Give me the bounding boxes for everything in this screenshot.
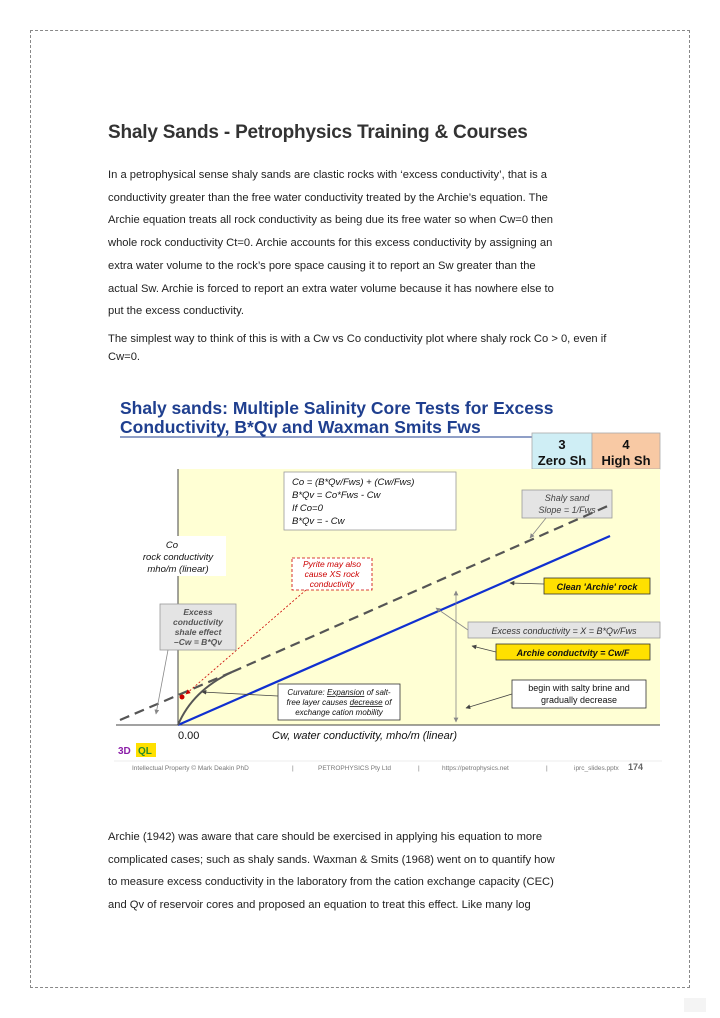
- ylabel-line1: Co: [165, 540, 179, 551]
- box3-label: Zero Sh: [537, 453, 587, 468]
- curvature-l2b: decrease: [349, 698, 383, 707]
- footer-sep: |: [546, 765, 548, 772]
- text-line: actual Sw. Archie is forced to report an extra water volume because it has nowhere else to: [108, 282, 554, 295]
- pyrite-line1: Pyrite may also: [302, 559, 362, 569]
- slide-title-line2: Conductivity, B*Qv and Waxman Smits Fws: [120, 417, 481, 437]
- excess-shale-line1: Excess: [183, 607, 213, 617]
- shaly-slope-line1: Shaly sand: [544, 493, 590, 503]
- curvature-l2c: of: [382, 698, 392, 707]
- text-line: and Qv of reservoir cores and proposed an equation to treat this effect. Like many log: [108, 899, 531, 912]
- box3-number: 3: [558, 437, 566, 452]
- ylabel-line2: rock conductivity: [142, 552, 214, 563]
- logo-ql: QL: [138, 746, 152, 757]
- ylabel-line3: mho/m (linear): [147, 564, 209, 575]
- footer-ip: Intellectual Property © Mark Deakin PhD: [132, 765, 249, 772]
- text-line: In a petrophysical sense shaly sands are clastic rocks with ‘excess conductivity’, that is a: [108, 169, 547, 181]
- excess-x-label: Excess conductivity = X = B*Qv/Fws: [491, 626, 637, 636]
- footer-file: iprc_slides.pptx: [574, 765, 619, 772]
- curvature-l1b: Expansion: [326, 688, 365, 697]
- text-line: to measure excess conductivity in the laboratory from the cation exchange capacity (CEC): [108, 876, 554, 889]
- box4-label: High Sh: [601, 453, 651, 468]
- begin-line2: gradually decrease: [540, 695, 618, 705]
- curvature-line1: [287, 688, 391, 697]
- curvature-line3: exchange cation mobility: [295, 708, 383, 717]
- paragraph-intro: [108, 164, 614, 323]
- text-line: conductivity greater than the free water conductivity treated by the Archie’s equation. The: [108, 191, 548, 204]
- origin-label: 0.00: [178, 730, 200, 742]
- footer-company: PETROPHYSICS Pty Ltd: [318, 765, 391, 772]
- footer-url: https://petrophysics.net: [442, 765, 509, 772]
- equation-1: Co = (B*Qv/Fws) + (Cw/Fws): [292, 477, 415, 488]
- excess-shale-line2: conductivity: [172, 617, 224, 627]
- slide-image: [106, 386, 670, 778]
- footer-sep: |: [418, 765, 420, 772]
- text-line: extra water volume to the rock’s pore space causing it to report an Sw greater than the: [108, 259, 536, 272]
- footer-slide-number: 174: [628, 762, 644, 772]
- slide-graphic: [106, 386, 670, 778]
- text-line: put the excess conductivity.: [108, 305, 244, 318]
- shaly-slope-line2: Slope = 1/Fws: [538, 505, 596, 515]
- page-corner-mark: [684, 998, 706, 1012]
- footer-sep: |: [292, 765, 294, 772]
- slide-title-line1: Shaly sands: Multiple Salinity Core Tests for Excess: [120, 398, 554, 418]
- excess-shale-pointer: [156, 650, 168, 714]
- excess-shale-line3: shale effect: [174, 627, 222, 637]
- curvature-l1c: of salt-: [364, 688, 391, 697]
- clean-rock-label: Clean 'Archie' rock: [556, 582, 638, 592]
- text-line: complicated cases; such as shaly sands. Waxman & Smits (1968) went on to quantify how: [108, 853, 555, 866]
- x-axis-label: Cw, water conductivity, mho/m (linear): [272, 730, 458, 742]
- equation-3: If Co=0: [292, 503, 323, 514]
- begin-line1: begin with salty brine and: [528, 683, 630, 693]
- equation-2: B*Qv = Co*Fws - Cw: [292, 490, 381, 501]
- curvature-line2: [287, 698, 393, 707]
- logo-3d: 3D: [118, 746, 131, 757]
- text-line: Archie equation treats all rock conductivity as being due its free water so when Cw=0 then: [108, 214, 553, 227]
- pyrite-line3: conductivity: [309, 579, 355, 589]
- equation-4: B*Qv = - Cw: [292, 516, 345, 527]
- curvature-l1a: Curvature:: [287, 688, 327, 697]
- pyrite-point: [180, 695, 185, 700]
- paragraph-archie-1942: [108, 826, 614, 917]
- archie-cond-label: Archie conductvity = Cw/F: [516, 648, 630, 658]
- pyrite-line2: cause XS rock: [304, 569, 360, 579]
- paragraph-simplest: The simplest way to think of this is with a Cw vs Co conductivity plot where shaly rock Co > 0, even if Cw=0.: [108, 333, 607, 363]
- page-title: Shaly Sands - Petrophysics Training & Courses: [108, 122, 528, 143]
- text-line: Archie (1942) was aware that care should be exercised in applying his equation to more: [108, 831, 543, 843]
- box4-number: 4: [622, 437, 630, 452]
- curvature-l2a: free layer causes: [286, 698, 350, 707]
- text-line: whole rock conductivity Ct=0. Archie accounts for this excess conductivity by assigning an: [108, 237, 553, 250]
- excess-shale-line4: –Cw = B*Qv: [174, 637, 222, 647]
